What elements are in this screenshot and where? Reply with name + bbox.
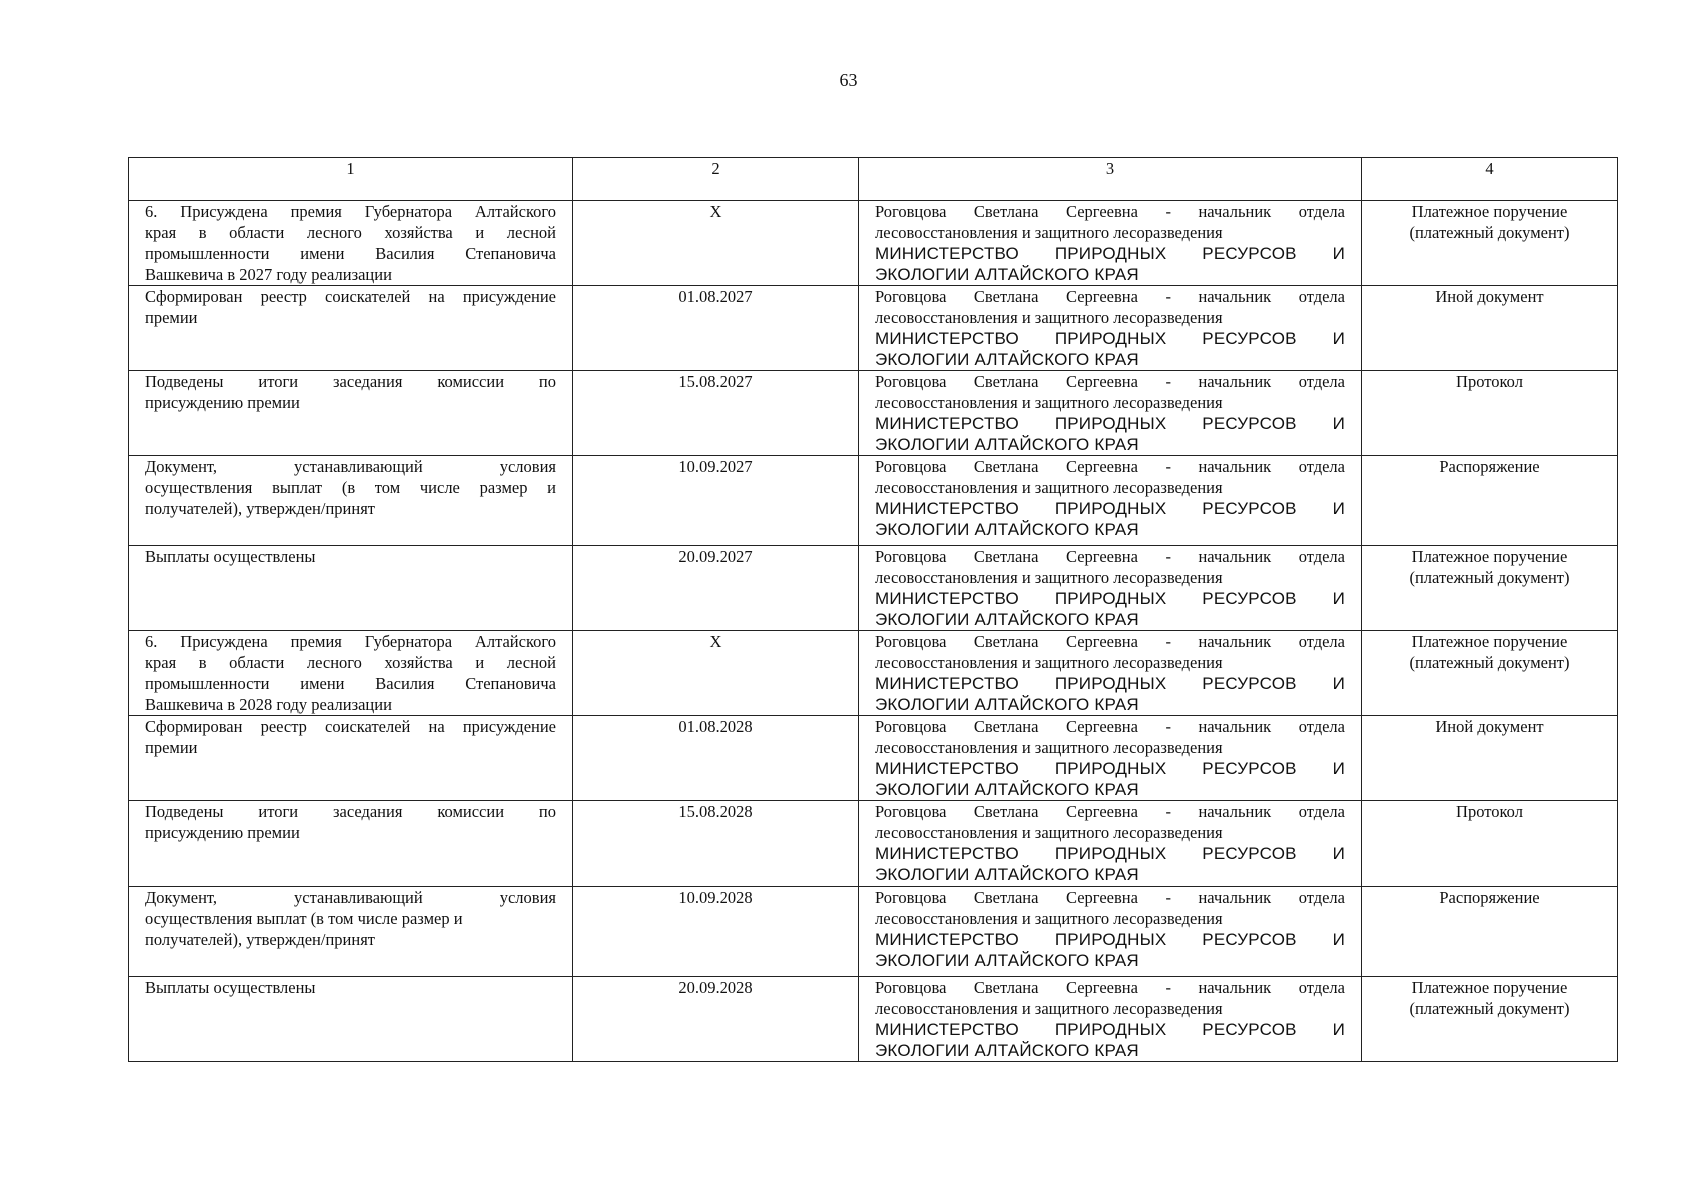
- responsible-name: Роговцова Светлана Сергеевна - начальник отдела: [875, 802, 1345, 821]
- responsible-organization-end: ЭКОЛОГИИ АЛТАЙСКОГО КРАЯ: [875, 265, 1139, 284]
- stage-cell: [129, 201, 573, 286]
- responsible-cell: [859, 977, 1362, 1062]
- responsible-organization: МИНИСТЕРСТВО ПРИРОДНЫХ РЕСУРСОВ И: [875, 674, 1345, 693]
- date-cell: 20.09.2027: [573, 546, 859, 631]
- document-type-cell: Платежное поручение (платежный документ): [1362, 631, 1618, 716]
- responsible-organization-end: ЭКОЛОГИИ АЛТАЙСКОГО КРАЯ: [875, 610, 1139, 629]
- stage-line: осуществления выплат (в том числе размер и: [145, 909, 463, 928]
- stage-cell: [129, 371, 573, 456]
- responsible-name: Роговцова Светлана Сергеевна - начальник отдела: [875, 287, 1345, 306]
- responsible-organization-end: ЭКОЛОГИИ АЛТАЙСКОГО КРАЯ: [875, 780, 1139, 799]
- stage-line: Подведены итоги заседания комиссии по: [145, 372, 556, 391]
- stage-line-end: премии: [145, 738, 198, 757]
- stage-line: края в области лесного хозяйства и лесной: [145, 653, 556, 672]
- stage-line-end: Выплаты осуществлены: [145, 978, 316, 997]
- stage-line-end: присуждению премии: [145, 823, 300, 842]
- header-cell-2: 2: [573, 158, 859, 201]
- responsible-organization: МИНИСТЕРСТВО ПРИРОДНЫХ РЕСУРСОВ И: [875, 499, 1345, 518]
- responsible-organization-end: ЭКОЛОГИИ АЛТАЙСКОГО КРАЯ: [875, 520, 1139, 539]
- date-cell: 20.09.2028: [573, 977, 859, 1062]
- responsible-position: лесовосстановления и защитного лесоразведения: [875, 308, 1223, 327]
- responsible-cell: [859, 631, 1362, 716]
- responsible-organization: МИНИСТЕРСТВО ПРИРОДНЫХ РЕСУРСОВ И: [875, 759, 1345, 778]
- table-row: [129, 887, 1618, 977]
- responsible-organization: МИНИСТЕРСТВО ПРИРОДНЫХ РЕСУРСОВ И: [875, 1020, 1345, 1039]
- responsible-position: лесовосстановления и защитного лесоразведения: [875, 999, 1223, 1018]
- table-row: [129, 801, 1618, 887]
- document-table: [128, 157, 1618, 1062]
- document-type-cell: Платежное поручение (платежный документ): [1362, 201, 1618, 286]
- responsible-organization-end: ЭКОЛОГИИ АЛТАЙСКОГО КРАЯ: [875, 435, 1139, 454]
- responsible-position: лесовосстановления и защитного лесоразведения: [875, 393, 1223, 412]
- responsible-cell: [859, 371, 1362, 456]
- table-row: [129, 286, 1618, 371]
- responsible-cell: [859, 286, 1362, 371]
- stage-line-end: присуждению премии: [145, 393, 300, 412]
- responsible-organization: МИНИСТЕРСТВО ПРИРОДНЫХ РЕСУРСОВ И: [875, 589, 1345, 608]
- date-cell: 10.09.2027: [573, 456, 859, 546]
- table-row: [129, 201, 1618, 286]
- responsible-position: лесовосстановления и защитного лесоразведения: [875, 568, 1223, 587]
- stage-line: края в области лесного хозяйства и лесной: [145, 223, 556, 242]
- document-type-cell: Платежное поручение (платежный документ): [1362, 546, 1618, 631]
- page-number: 63: [839, 70, 858, 90]
- stage-cell: [129, 977, 573, 1062]
- responsible-organization: МИНИСТЕРСТВО ПРИРОДНЫХ РЕСУРСОВ И: [875, 329, 1345, 348]
- stage-line-end: премии: [145, 308, 198, 327]
- table-row: [129, 631, 1618, 716]
- document-type-cell: Распоряжение: [1362, 887, 1618, 977]
- date-cell: 01.08.2027: [573, 286, 859, 371]
- document-type-cell: Платежное поручение (платежный документ): [1362, 977, 1618, 1062]
- stage-line: 6. Присуждена премия Губернатора Алтайского: [145, 632, 556, 651]
- responsible-position: лесовосстановления и защитного лесоразведения: [875, 478, 1223, 497]
- header-cell-4: 4: [1362, 158, 1618, 201]
- date-cell: X: [573, 201, 859, 286]
- stage-line: промышленности имени Василия Степановича: [145, 674, 556, 693]
- table-row: [129, 456, 1618, 546]
- stage-cell: [129, 286, 573, 371]
- date-cell: 15.08.2027: [573, 371, 859, 456]
- stage-line-end: Вашкевича в 2028 году реализации: [145, 695, 392, 714]
- responsible-position: лесовосстановления и защитного лесоразведения: [875, 653, 1223, 672]
- header-cell-3: 3: [859, 158, 1362, 201]
- responsible-organization: МИНИСТЕРСТВО ПРИРОДНЫХ РЕСУРСОВ И: [875, 844, 1345, 863]
- table-header-row: [129, 158, 1618, 201]
- stage-line: промышленности имени Василия Степановича: [145, 244, 556, 263]
- responsible-organization-end: ЭКОЛОГИИ АЛТАЙСКОГО КРАЯ: [875, 1041, 1139, 1060]
- stage-line: получателей), утвержден/принят: [145, 930, 376, 949]
- header-cell-1: 1: [129, 158, 573, 201]
- stage-line-end: Вашкевича в 2027 году реализации: [145, 265, 392, 284]
- stage-cell: [129, 631, 573, 716]
- responsible-name: Роговцова Светлана Сергеевна - начальник отдела: [875, 632, 1345, 651]
- document-type-cell: Протокол: [1362, 801, 1618, 887]
- table-row: [129, 546, 1618, 631]
- responsible-position: лесовосстановления и защитного лесоразведения: [875, 823, 1223, 842]
- document-type-cell: Распоряжение: [1362, 456, 1618, 546]
- responsible-organization-end: ЭКОЛОГИИ АЛТАЙСКОГО КРАЯ: [875, 865, 1139, 884]
- responsible-position: лесовосстановления и защитного лесоразведения: [875, 738, 1223, 757]
- stage-cell: [129, 546, 573, 631]
- responsible-cell: [859, 201, 1362, 286]
- responsible-organization-end: ЭКОЛОГИИ АЛТАЙСКОГО КРАЯ: [875, 350, 1139, 369]
- responsible-organization: МИНИСТЕРСТВО ПРИРОДНЫХ РЕСУРСОВ И: [875, 244, 1345, 263]
- stage-line: Сформирован реестр соискателей на присуждение: [145, 717, 556, 736]
- date-cell: X: [573, 631, 859, 716]
- responsible-name: Роговцова Светлана Сергеевна - начальник отдела: [875, 372, 1345, 391]
- stage-cell: [129, 887, 573, 977]
- stage-line: Подведены итоги заседания комиссии по: [145, 802, 556, 821]
- responsible-cell: [859, 546, 1362, 631]
- responsible-position: лесовосстановления и защитного лесоразведения: [875, 909, 1223, 928]
- stage-line-end: получателей), утвержден/принят: [145, 499, 376, 518]
- stage-cell: [129, 801, 573, 887]
- document-type-cell: Иной документ: [1362, 286, 1618, 371]
- date-cell: 15.08.2028: [573, 801, 859, 887]
- responsible-organization-end: ЭКОЛОГИИ АЛТАЙСКОГО КРАЯ: [875, 951, 1139, 970]
- document-type-cell: Иной документ: [1362, 716, 1618, 801]
- stage-cell: [129, 716, 573, 801]
- table-row: [129, 371, 1618, 456]
- stage-line: осуществления выплат (в том числе размер и: [145, 478, 556, 497]
- stage-line: Документ, устанавливающий условия: [145, 457, 556, 476]
- responsible-cell: [859, 887, 1362, 977]
- responsible-name: Роговцова Светлана Сергеевна - начальник отдела: [875, 978, 1345, 997]
- responsible-position: лесовосстановления и защитного лесоразведения: [875, 223, 1223, 242]
- stage-line: 6. Присуждена премия Губернатора Алтайского: [145, 202, 556, 221]
- table-row: [129, 977, 1618, 1062]
- responsible-cell: [859, 456, 1362, 546]
- responsible-cell: [859, 801, 1362, 887]
- responsible-organization-end: ЭКОЛОГИИ АЛТАЙСКОГО КРАЯ: [875, 695, 1139, 714]
- document-type-cell: Протокол: [1362, 371, 1618, 456]
- responsible-organization: МИНИСТЕРСТВО ПРИРОДНЫХ РЕСУРСОВ И: [875, 930, 1345, 949]
- stage-line: Документ, устанавливающий условия: [145, 888, 556, 907]
- responsible-name: Роговцова Светлана Сергеевна - начальник отдела: [875, 202, 1345, 221]
- responsible-organization: МИНИСТЕРСТВО ПРИРОДНЫХ РЕСУРСОВ И: [875, 414, 1345, 433]
- stage-line: Сформирован реестр соискателей на присуждение: [145, 287, 556, 306]
- date-cell: 10.09.2028: [573, 887, 859, 977]
- date-cell: 01.08.2028: [573, 716, 859, 801]
- responsible-cell: [859, 716, 1362, 801]
- stage-cell: [129, 456, 573, 546]
- responsible-name: Роговцова Светлана Сергеевна - начальник отдела: [875, 888, 1345, 907]
- table-row: [129, 716, 1618, 801]
- responsible-name: Роговцова Светлана Сергеевна - начальник отдела: [875, 547, 1345, 566]
- responsible-name: Роговцова Светлана Сергеевна - начальник отдела: [875, 457, 1345, 476]
- stage-line-end: Выплаты осуществлены: [145, 547, 316, 566]
- responsible-name: Роговцова Светлана Сергеевна - начальник отдела: [875, 717, 1345, 736]
